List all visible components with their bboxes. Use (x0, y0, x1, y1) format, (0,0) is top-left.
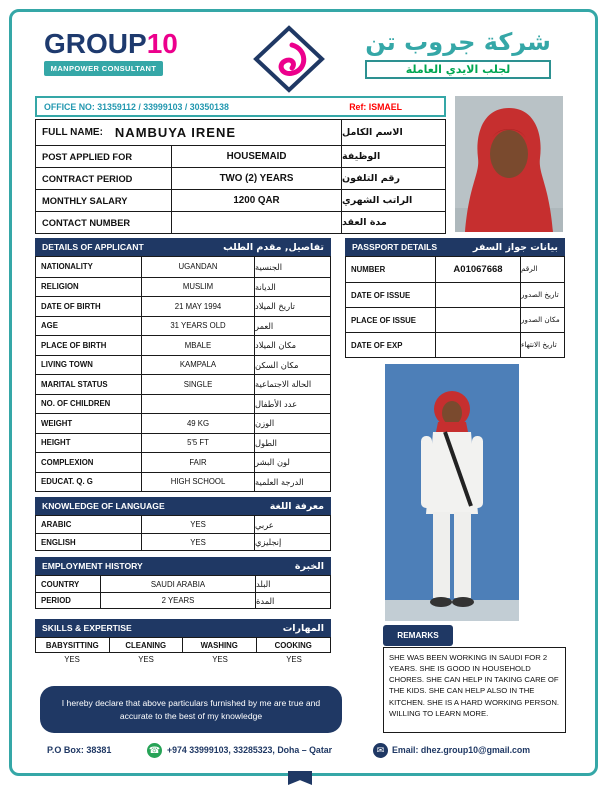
table-row (346, 282, 564, 307)
section-title: KNOWLEDGE OF LANGUAGE (42, 501, 165, 511)
section-title: PASSPORT DETAILS (352, 242, 438, 252)
manpower-consultant-banner: MANPOWER CONSULTANT (44, 61, 163, 76)
row-value: YES (142, 516, 255, 533)
row-label-arabic: مكان الميلاد (255, 340, 297, 351)
skill-column-header: BABYSITTING (36, 638, 110, 652)
row-value (172, 212, 342, 233)
row-value: 31 YEARS OLD (142, 317, 255, 336)
table-row (36, 472, 330, 492)
office-number-bar (35, 96, 446, 117)
row-label: DATE OF EXP (346, 333, 436, 357)
po-box-text: P.O Box: 38381 (47, 745, 112, 755)
row-value: 5'5 FT (142, 434, 255, 453)
table-row (36, 516, 330, 533)
row-value: 49 KG (142, 414, 255, 433)
row-label-arabic: المدة (256, 595, 275, 606)
table-row (36, 355, 330, 375)
bottom-ribbon-mark (288, 771, 312, 785)
row-label: ARABIC (36, 516, 142, 533)
row-label: LIVING TOWN (36, 356, 142, 375)
table-row (346, 332, 564, 357)
row-label-arabic: البلد (256, 579, 271, 589)
section-title: SKILLS & EXPERTISE (42, 623, 132, 633)
row-label: CONTACT NUMBER (36, 212, 172, 233)
applicant-fullbody-photo (385, 364, 519, 621)
row-label-arabic: الديانة (255, 281, 276, 292)
section-title-arabic: المهارات (282, 622, 324, 634)
details-table (35, 256, 331, 492)
row-label: NO. OF CHILDREN (36, 395, 142, 414)
table-row (36, 316, 330, 336)
row-value: SAUDI ARABIA (101, 576, 256, 592)
row-label: EDUCAT. Q. G (36, 473, 142, 492)
row-value: 1200 QAR (172, 190, 342, 211)
logo-text-10: 10 (146, 28, 178, 59)
row-label-arabic: مكان الصدور (521, 314, 560, 324)
row-value: MBALE (142, 336, 255, 355)
row-label-arabic: مكان السكن (255, 359, 299, 370)
row-label: PLACE OF ISSUE (346, 308, 436, 332)
office-number: OFFICE NO: 31359112 / 33999103 / 30350138 (44, 101, 229, 112)
row-label: PERIOD (36, 593, 101, 608)
row-label-arabic: الراتب الشهري (342, 195, 413, 206)
section-header-passport (345, 238, 565, 256)
skill-value: YES (212, 655, 228, 664)
row-label: WEIGHT (36, 414, 142, 433)
row-label: MARITAL STATUS (36, 375, 142, 394)
row-value (436, 308, 521, 332)
section-title: EMPLOYMENT HISTORY (42, 561, 143, 571)
row-value: A01067668 (436, 257, 521, 282)
row-label-arabic: عربي (255, 519, 274, 530)
company-arabic-header (352, 28, 564, 79)
section-header-skills (35, 619, 331, 637)
remarks-badge: REMARKS (383, 625, 453, 646)
row-value: HOUSEMAID (172, 146, 342, 167)
row-label: HEIGHT (36, 434, 142, 453)
row-value: SINGLE (142, 375, 255, 394)
email-text: Email: dhez.group10@gmail.com (392, 745, 531, 755)
row-value (142, 395, 255, 414)
section-header-details (35, 238, 331, 256)
row-label-arabic: عدد الأطفال (255, 398, 298, 409)
table-row (36, 211, 445, 233)
full-name-value: NAMBUYA IRENE (114, 125, 237, 140)
skill-value: YES (138, 655, 154, 664)
row-label: COMPLEXION (36, 453, 142, 472)
row-value: TWO (2) YEARS (172, 168, 342, 189)
row-label-arabic: إنجليزي (255, 537, 282, 547)
row-value: MUSLIM (142, 278, 255, 297)
phone-icon: ☎ (147, 743, 162, 758)
row-label-arabic: تاريخ الميلاد (255, 301, 295, 312)
table-row (36, 277, 330, 297)
row-label: POST APPLIED FOR (36, 146, 172, 167)
table-row (36, 167, 445, 189)
section-title-arabic: تفاصيل, مقدم الطلب (223, 241, 324, 253)
skill-column-header: CLEANING (110, 638, 184, 652)
row-label: NATIONALITY (36, 257, 142, 277)
row-label: RELIGION (36, 278, 142, 297)
row-value: UGANDAN (142, 257, 255, 277)
row-label-arabic: الدرجة العلمية (255, 476, 304, 487)
row-value: YES (142, 534, 255, 550)
row-label: NUMBER (346, 257, 436, 282)
table-row (36, 433, 330, 453)
table-row (36, 335, 330, 355)
row-label-arabic: الحالة الاجتماعية (255, 379, 312, 390)
logo-wordmark (44, 28, 178, 59)
email-icon: ✉ (373, 743, 388, 758)
passport-table (345, 256, 565, 358)
table-row (36, 296, 330, 316)
logo-text-group: GROUP (44, 28, 147, 59)
language-table (35, 515, 331, 551)
row-value: FAIR (142, 453, 255, 472)
row-value: HIGH SCHOOL (142, 473, 255, 492)
row-label-arabic: تاريخ الصدور (521, 289, 559, 299)
remarks-text: SHE WAS BEEN WORKING IN SAUDI FOR 2 YEARS. SHE IS GOOD IN HOUSEHOLD CHORES. SHE CAN HELP IN TAKING CARE OF THE KIDS. SHE CAN HELP ALSO IN THE KITCHEN. SHE IS A HARD WORKING PERSON. WILLING TO LEARN MORE. (383, 647, 566, 733)
row-label-arabic: الرقم (521, 264, 538, 274)
section-title-arabic: الخبرة (294, 560, 324, 572)
row-label-arabic: تاريخ الانتهاء (521, 339, 557, 349)
row-label: ENGLISH (36, 534, 142, 550)
declaration-box: I hereby declare that above particulars furnished by me are true and accurate to the best of my knowledge (40, 686, 342, 733)
row-value (436, 283, 521, 307)
row-label: DATE OF ISSUE (346, 283, 436, 307)
skill-column-header: WASHING (183, 638, 257, 652)
skills-values-row (35, 655, 331, 664)
row-label: COUNTRY (36, 576, 101, 592)
table-row (36, 120, 445, 145)
row-label: PLACE OF BIRTH (36, 336, 142, 355)
ref-label: Ref: ISMAEL (349, 101, 402, 112)
row-label-arabic: لون البشر (255, 457, 290, 468)
row-label: CONTRACT PERIOD (36, 168, 172, 189)
table-row (346, 257, 564, 282)
table-row (36, 413, 330, 433)
table-row (36, 145, 445, 167)
company-tagline-arabic: لجلب الايدي العاملة (365, 60, 551, 79)
row-value: KAMPALA (142, 356, 255, 375)
row-label: MONTHLY SALARY (36, 190, 172, 211)
table-row (36, 533, 330, 550)
row-label-arabic: الوظيفة (342, 151, 381, 162)
row-value: 21 MAY 1994 (142, 297, 255, 316)
row-value: 2 YEARS (101, 593, 256, 608)
table-row (346, 307, 564, 332)
row-label-arabic: الطول (255, 437, 277, 448)
skills-header-row (35, 637, 331, 653)
section-header-language (35, 497, 331, 515)
table-row (36, 189, 445, 211)
row-label-arabic: مدة العقد (342, 217, 387, 228)
row-label: AGE (36, 317, 142, 336)
applicant-headshot-photo (455, 96, 563, 232)
row-label-arabic: رقم التلفون (342, 173, 400, 184)
phone-numbers-text: +974 33999103, 33285323, Doha – Qatar (167, 745, 333, 755)
company-diamond-logo-icon (252, 25, 326, 93)
table-row (36, 374, 330, 394)
full-name-label-arabic: الاسم الكامل (342, 127, 403, 138)
row-label-arabic: الجنسية (255, 261, 283, 272)
table-row (36, 394, 330, 414)
full-name-label: FULL NAME: (42, 127, 103, 138)
full-name-cell (36, 120, 342, 145)
group10-logo (44, 28, 178, 76)
skill-column-header: COOKING (274, 640, 312, 650)
table-row (36, 576, 330, 592)
table-row (36, 592, 330, 608)
section-title-arabic: بيانات جواز السفر (472, 241, 558, 253)
main-info-table (35, 119, 446, 234)
section-header-employment (35, 557, 331, 575)
skill-value: YES (64, 655, 80, 664)
table-row (36, 452, 330, 472)
section-title: DETAILS OF APPLICANT (42, 242, 144, 252)
row-value (436, 333, 521, 357)
row-label: DATE OF BIRTH (36, 297, 142, 316)
skill-value: YES (286, 655, 302, 664)
row-label-arabic: العمر (255, 320, 274, 331)
employment-table (35, 575, 331, 609)
table-row (36, 257, 330, 277)
row-label-arabic: الوزن (255, 418, 275, 429)
company-name-arabic: شركة جروب تن (365, 28, 551, 56)
section-title-arabic: معرفة اللغة (269, 500, 324, 512)
